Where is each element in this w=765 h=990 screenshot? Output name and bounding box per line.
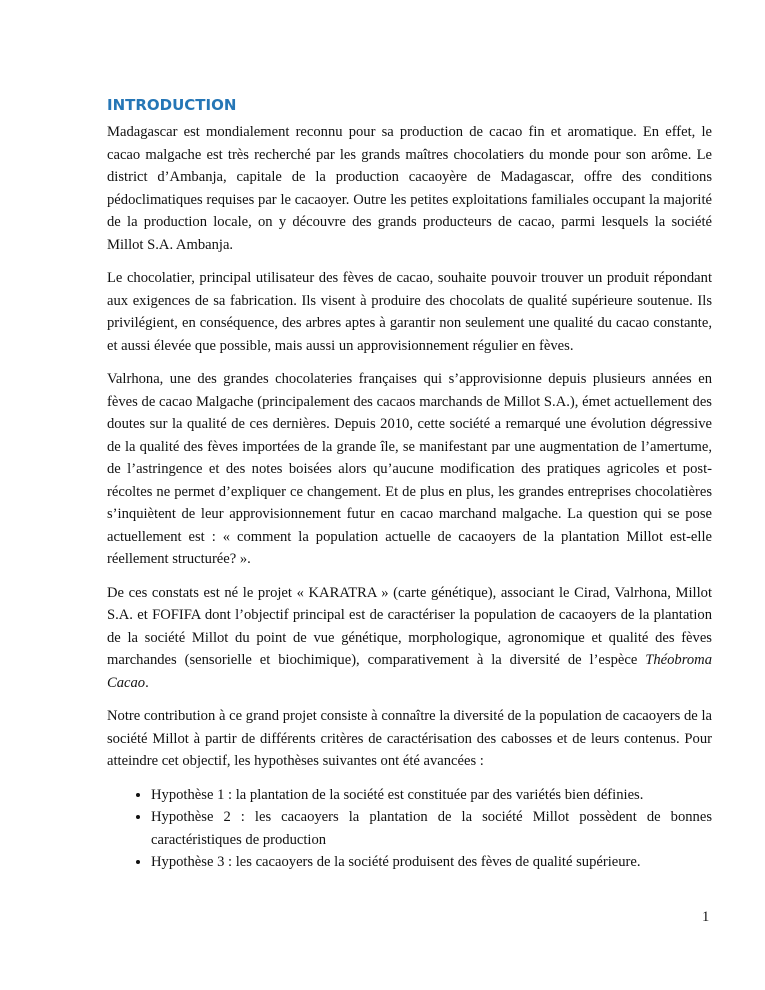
- paragraph-3: Valrhona, une des grandes chocolateries françaises qui s’approvisionne depuis plusieurs années en fèves de cacao Malgache (principalement des cacaos marchands de Millot S.A.), émet actuellement des doutes sur la qualité de ces dernières. Depuis 2010, cette société a remarqué une évolution dégressive de la qualité des fèves importées de la grande île, se manifestant par une augmentation de l’amertume, de l’astringence et des notes boisées alors qu’aucune modification des pratiques agricoles et post-récoltes ne permet d’expliquer ce changement. Et de plus en plus, les grandes entreprises chocolatières s’inquiètent de leur approvisionnement futur en cacao marchand malgache. La question qui se pose actuellement est : « comment la population actuelle de cacaoyers de la plantation Millot est-elle réellement structurée? ».: [107, 371, 712, 567]
- paragraph-2: Le chocolatier, principal utilisateur des fèves de cacao, souhaite pouvoir trouver un produit répondant aux exigences de sa fabrication. Ils visent à produire des chocolats de qualité supérieure soutenue. Ils privilégient, en conséquence, des arbres aptes à garantir non seulement une qualité du cacao constante, et aussi élevée que possible, mais aussi un approvisionnement régulier en fèves.: [107, 270, 712, 354]
- paragraph-4-end: .: [145, 674, 149, 691]
- page-number: 1: [702, 909, 710, 925]
- species-name: Théobroma Cacao: [107, 652, 712, 691]
- paragraph-1: Madagascar est mondialement reconnu pour sa production de cacao fin et aromatique. En effet, le cacao malgache est très recherché par les grands maîtres chocolatiers du monde pour son arôme. Le district d’Ambanja, capitale de la production cacaoyère de Madagascar, offre des conditions pédoclimatiques requises par le cacaoyer. Outre les petites exploitations familiales occupant la majorité de la production locale, on y découvre des grands producteurs de cacao, parmi lesquels la société Millot S.A. Ambanja.: [107, 124, 712, 253]
- list-item: • Hypothèse 3 : les cacaoyers de la société produisent des fèves de qualité supérieure.: [151, 851, 712, 874]
- list-item: • Hypothèse 2 : les cacaoyers la plantation de la société Millot possèdent de bonnes caractéristiques de production: [151, 806, 712, 851]
- list-item: • Hypothèse 1 : la plantation de la société est constituée par des variétés bien définies.: [151, 784, 712, 807]
- section-heading: INTRODUCTION: [107, 96, 237, 114]
- paragraph-4-text: De ces constats est né le projet « KARATRA » (carte génétique), associant le Cirad, Valrhona, Millot S.A. et FOFIFA dont l’objectif principal est de caractériser la population de cacaoyers de la plantation de la société Millot du point de vue génétique, morphologique, agronomique et qualité des fèves marchandes (sensorielle et biochimique), comparativement à la diversité de l’espèce: [107, 584, 712, 668]
- paragraph-5: Notre contribution à ce grand projet consiste à connaître la diversité de la population de cacaoyers de la société Millot à partir de différents critères de caractérisation des cabosses et de leurs contenus. Pour atteindre cet objectif, les hypothèses suivantes ont été avancées :: [107, 708, 712, 769]
- hypotheses-list: [107, 784, 712, 874]
- paragraph-4: [107, 582, 712, 695]
- document-page: [107, 94, 712, 874]
